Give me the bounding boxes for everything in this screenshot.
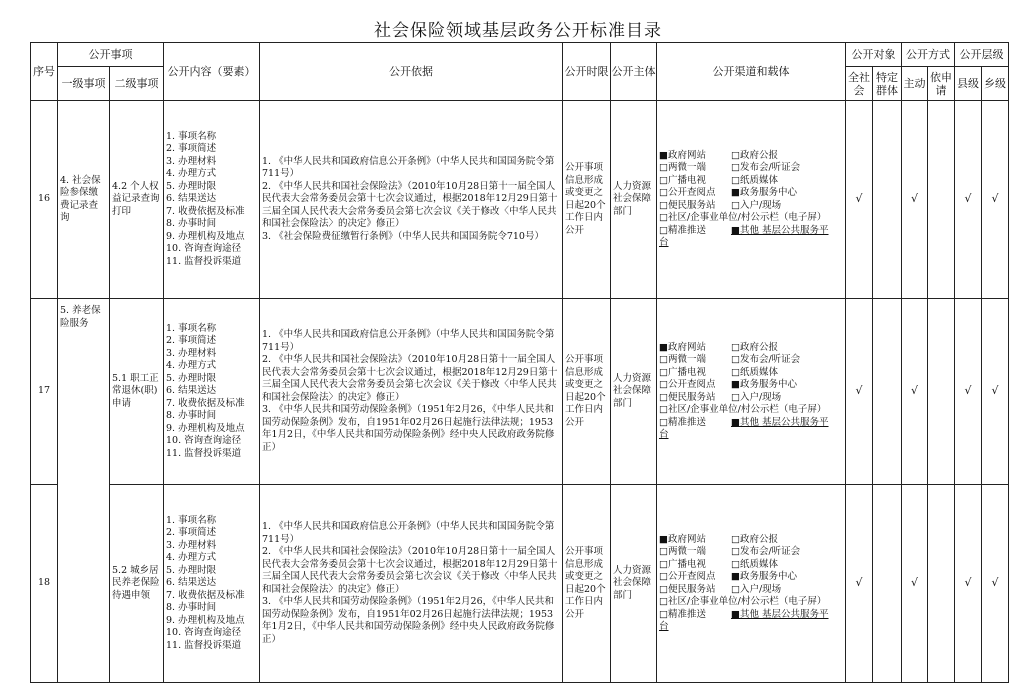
row-time-limit: [563, 485, 611, 683]
header-content: 公开内容（要素）: [164, 43, 260, 101]
channel-option: □发布会/听证会: [731, 354, 801, 365]
channel-line: [659, 609, 843, 622]
header-target-specific: 特定群体: [873, 67, 902, 101]
header-level1: 一级事项: [58, 67, 110, 101]
basis-item: 1. 《中华人民共和国政府信息公开条例》（中华人民共和国国务院令第711号）: [262, 155, 555, 180]
time-limit-line: 公开: [565, 224, 585, 236]
content-element: 4. 办理方式: [166, 168, 217, 180]
content-element: 6. 结果送达: [166, 193, 217, 205]
subject-line: 部门: [613, 589, 633, 601]
channel-option: □两微一端: [659, 162, 706, 173]
content-element: 8. 办事时间: [166, 410, 217, 422]
channel-line: [659, 417, 843, 430]
row-channels: [657, 299, 846, 485]
content-element: 10. 咨询查询途径: [166, 627, 242, 639]
channel-option: ■其他 基层公共服务平: [731, 224, 829, 236]
channel-line: [659, 225, 843, 238]
basis-item: 3. 《中华人民共和国劳动保险条例》（1951年2月26，《中华人民共和国劳动保险条例》发布，自1951年02月26日起施行法律法规；1953年1月2日，《中华人民共和国劳动保险条例》经中央人民政府政务院修正）: [262, 404, 555, 453]
content-element: 3. 办理材料: [166, 155, 217, 167]
header-subject: 公开主体: [611, 43, 657, 101]
channel-option: □政府公报: [731, 533, 778, 545]
channel-option: □精准推送: [659, 224, 706, 236]
time-limit-line: 日起20个: [565, 391, 606, 403]
channel-line: [659, 367, 843, 380]
row-subject: [611, 101, 657, 299]
content-element: 5. 办理时限: [166, 564, 217, 576]
header-seq: 序号: [31, 43, 58, 101]
channel-option: 台: [659, 237, 669, 248]
channel-option: □便民服务站: [659, 583, 716, 595]
channel-option: □公开查阅点: [659, 379, 716, 390]
basis-item: 2. 《中华人民共和国社会保险法》（2010年10月28日第十一届全国人民代表大会常务委员会第十七次会议通过，根据2018年12月29日第十三届全国人民代表大会常务委员会第七次会议《关于修改〈中华人民共和国社会保险法〉的决定》修正）: [262, 354, 558, 403]
channel-option: □入户/现场: [731, 199, 782, 211]
content-element: 10. 咨询查询途径: [166, 243, 242, 255]
time-limit-line: 公开: [565, 608, 585, 620]
check-mode-active: √: [902, 299, 928, 485]
channel-line: [659, 200, 843, 213]
row-basis: [260, 299, 563, 485]
row-level2: 5.1 职工正常退休(职)申请: [110, 299, 164, 485]
time-limit-line: 公开事项: [565, 162, 604, 173]
content-element: 9. 办理机构及地点: [166, 422, 245, 434]
row-subject: [611, 299, 657, 485]
channel-option: ■政府网站: [659, 533, 706, 545]
basis-item: 3. 《社会保险费征缴暂行条例》（中华人民共和国国务院令710号）: [262, 230, 544, 242]
row-basis: [260, 101, 563, 299]
check-target-all: √: [846, 299, 873, 485]
table-row: [31, 485, 1009, 683]
row-content-elements: [164, 299, 260, 485]
channel-line: [659, 392, 843, 405]
channel-option: □政府公报: [731, 341, 778, 353]
check-mode-request: [928, 299, 955, 485]
channel-option: 台: [659, 621, 669, 632]
basis-item: 3. 《中华人民共和国劳动保险条例》（1951年2月26，《中华人民共和国劳动保险条例》发布，自1951年02月26日起施行法律法规；1953年1月2日，《中华人民共和国劳动保险条例》经中央人民政府政务院修正）: [262, 596, 555, 645]
time-limit-line: 或变更之: [565, 187, 604, 198]
header-mode-group: 公开方式: [902, 43, 955, 67]
channel-option: □入户/现场: [731, 583, 782, 595]
channel-line: [659, 342, 843, 355]
channel-option: □政府公报: [731, 149, 778, 161]
channel-line: [659, 150, 843, 163]
channel-option: ■政府网站: [659, 341, 706, 353]
header-time-limit: 公开时限: [563, 43, 611, 101]
content-element: 11. 监督投诉渠道: [166, 639, 242, 651]
channel-option: □发布会/听证会: [731, 546, 801, 557]
channel-option: □精准推送: [659, 608, 706, 620]
channel-option: □公开查阅点: [659, 571, 716, 582]
content-element: 8. 办事时间: [166, 602, 217, 614]
channel-option: ■政务服务中心: [731, 571, 797, 582]
channel-line: [659, 596, 843, 609]
basis-item: 1. 《中华人民共和国政府信息公开条例》（中华人民共和国国务院令第711号）: [262, 329, 555, 353]
content-element: 4. 办理方式: [166, 552, 217, 564]
header-mode-active: 主动: [902, 67, 928, 101]
content-element: 10. 咨询查询途径: [166, 435, 242, 447]
time-limit-line: 工作日内: [565, 212, 604, 223]
content-element: 5. 办理时限: [166, 180, 217, 192]
content-element: 6. 结果送达: [166, 385, 217, 397]
header-level-group: 公开层级: [955, 43, 1009, 67]
time-limit-line: 工作日内: [565, 404, 604, 415]
content-element: 1. 事项名称: [166, 322, 217, 334]
channel-line: [659, 404, 843, 417]
channel-line: [659, 237, 843, 250]
channel-option: □两微一端: [659, 354, 706, 365]
content-element: 8. 办事时间: [166, 218, 217, 230]
content-element: 6. 结果送达: [166, 577, 217, 589]
header-item-group: 公开事项: [58, 43, 164, 67]
time-limit-line: 公开事项: [565, 546, 604, 557]
content-element: 7. 收费依据及标准: [166, 205, 245, 217]
time-limit-line: 信息形成: [565, 558, 604, 570]
channel-option: □纸质媒体: [731, 174, 778, 186]
content-element: 2. 事项简述: [166, 143, 217, 155]
header-level-town: 乡级: [982, 67, 1009, 101]
channel-option: ■其他 基层公共服务平: [731, 416, 829, 428]
content-element: 11. 监督投诉渠道: [166, 447, 242, 459]
table-row: [31, 101, 1009, 299]
channel-line: [659, 429, 843, 442]
time-limit-line: 工作日内: [565, 596, 604, 607]
channel-option: □两微一端: [659, 546, 706, 557]
check-mode-request: [928, 485, 955, 683]
channel-option: ■政府网站: [659, 149, 706, 161]
row-level2: 4.2 个人权益记录查询打印: [110, 101, 164, 299]
channel-option: □广播电视: [659, 174, 706, 186]
table-row: [31, 299, 1009, 485]
content-element: 4. 办理方式: [166, 360, 217, 372]
table-body: [31, 101, 1009, 683]
subject-line: 社会保障: [613, 385, 652, 397]
header-level-county: 县级: [955, 67, 982, 101]
check-target-specific: [873, 299, 902, 485]
channel-line: [659, 162, 843, 175]
channel-option: □入户/现场: [731, 391, 782, 403]
check-mode-active: √: [902, 101, 928, 299]
header-channel: 公开渠道和载体: [657, 43, 846, 101]
time-limit-line: 信息形成: [565, 366, 604, 378]
time-limit-line: 日起20个: [565, 199, 606, 211]
check-level-town: √: [982, 299, 1009, 485]
channel-option: □便民服务站: [659, 391, 716, 403]
content-element: 1. 事项名称: [166, 130, 217, 142]
document-title: 社会保险领域基层政务公开标准目录: [374, 21, 662, 41]
check-level-town: √: [982, 485, 1009, 683]
subject-line: 人力资源: [613, 180, 652, 192]
channel-option: ■政务服务中心: [731, 187, 797, 198]
check-level-town: √: [982, 101, 1009, 299]
row-subject: [611, 485, 657, 683]
check-mode-request: [928, 101, 955, 299]
channel-option: ■其他 基层公共服务平: [731, 608, 829, 620]
channel-option: □社区/企事业单位/村公示栏（电子屏）: [659, 212, 827, 223]
row-level1: 5. 养老保险服务: [58, 299, 110, 683]
channel-option: 台: [659, 429, 669, 440]
disclosure-catalog-table: [30, 42, 1009, 683]
channel-option: □广播电视: [659, 366, 706, 378]
channel-line: [659, 546, 843, 559]
subject-line: 人力资源: [613, 564, 652, 576]
channel-option: □精准推送: [659, 416, 706, 428]
row-channels: [657, 485, 846, 683]
channel-line: [659, 534, 843, 547]
row-time-limit: [563, 101, 611, 299]
check-target-specific: [873, 101, 902, 299]
check-mode-active: √: [902, 485, 928, 683]
content-element: 2. 事项简述: [166, 335, 217, 347]
channel-option: ■政务服务中心: [731, 379, 797, 390]
channel-option: □发布会/听证会: [731, 162, 801, 173]
subject-line: 部门: [613, 205, 633, 217]
content-element: 1. 事项名称: [166, 514, 217, 526]
row-content-elements: [164, 485, 260, 683]
time-limit-line: 或变更之: [565, 379, 604, 390]
channel-option: □社区/企事业单位/村公示栏（电子屏）: [659, 596, 827, 607]
content-element: 7. 收费依据及标准: [166, 589, 245, 601]
header-mode-request: 依申请: [928, 67, 955, 101]
header-basis: 公开依据: [260, 43, 563, 101]
row-content-elements: [164, 101, 260, 299]
channel-line: [659, 621, 843, 634]
content-element: 7. 收费依据及标准: [166, 397, 245, 409]
header-target-group: 公开对象: [846, 43, 902, 67]
channel-line: [659, 584, 843, 597]
header-target-all: 全社会: [846, 67, 873, 101]
basis-item: 2. 《中华人民共和国社会保险法》（2010年10月28日第十一届全国人民代表大会常务委员会第十七次会议通过，根据2018年12月29日第十三届全国人民代表大会常务委员会第七次会议《关于修改〈中华人民共和国社会保险法〉的决定》修正）: [262, 546, 558, 595]
content-element: 2. 事项简述: [166, 527, 217, 539]
time-limit-line: 或变更之: [565, 571, 604, 582]
channel-option: □纸质媒体: [731, 366, 778, 378]
channel-line: [659, 175, 843, 188]
channel-line: [659, 559, 843, 572]
check-level-county: √: [955, 101, 982, 299]
channel-option: □广播电视: [659, 558, 706, 570]
channel-line: [659, 212, 843, 225]
row-level2: 5.2 城乡居民养老保险待遇申领: [110, 485, 164, 683]
content-element: 9. 办理机构及地点: [166, 230, 245, 242]
content-element: 3. 办理材料: [166, 347, 217, 359]
time-limit-line: 日起20个: [565, 583, 606, 595]
row-seq: 18: [31, 485, 58, 683]
subject-line: 社会保障: [613, 577, 652, 589]
header-level2: 二级事项: [110, 67, 164, 101]
channel-line: [659, 379, 843, 392]
row-seq: 16: [31, 101, 58, 299]
basis-item: 2. 《中华人民共和国社会保险法》（2010年10月28日第十一届全国人民代表大会常务委员会第十七次会议通过，根据2018年12月29日第十三届全国人民代表大会常务委员会第七次会议《关于修改〈中华人民共和国社会保险法〉的决定》修正）: [262, 180, 558, 230]
channel-option: □社区/企事业单位/村公示栏（电子屏）: [659, 404, 827, 415]
check-level-county: √: [955, 485, 982, 683]
basis-item: 1. 《中华人民共和国政府信息公开条例》（中华人民共和国国务院令第711号）: [262, 521, 555, 545]
subject-line: 人力资源: [613, 372, 652, 384]
content-element: 5. 办理时限: [166, 372, 217, 384]
row-level1: 4. 社会保险参保缴费记录查询: [58, 101, 110, 299]
row-basis: [260, 485, 563, 683]
time-limit-line: 信息形成: [565, 174, 604, 186]
channel-option: □纸质媒体: [731, 558, 778, 570]
subject-line: 部门: [613, 397, 633, 409]
time-limit-line: 公开: [565, 416, 585, 428]
row-channels: [657, 101, 846, 299]
content-element: 9. 办理机构及地点: [166, 614, 245, 626]
row-time-limit: [563, 299, 611, 485]
channel-line: [659, 571, 843, 584]
row-seq: 17: [31, 299, 58, 485]
content-element: 3. 办理材料: [166, 539, 217, 551]
time-limit-line: 公开事项: [565, 354, 604, 365]
channel-line: [659, 187, 843, 200]
check-level-county: √: [955, 299, 982, 485]
channel-option: □公开查阅点: [659, 187, 716, 198]
channel-line: [659, 354, 843, 367]
subject-line: 社会保障: [613, 193, 652, 205]
check-target-specific: [873, 485, 902, 683]
check-target-all: √: [846, 485, 873, 683]
check-target-all: √: [846, 101, 873, 299]
channel-option: □便民服务站: [659, 199, 716, 211]
content-element: 11. 监督投诉渠道: [166, 255, 242, 267]
